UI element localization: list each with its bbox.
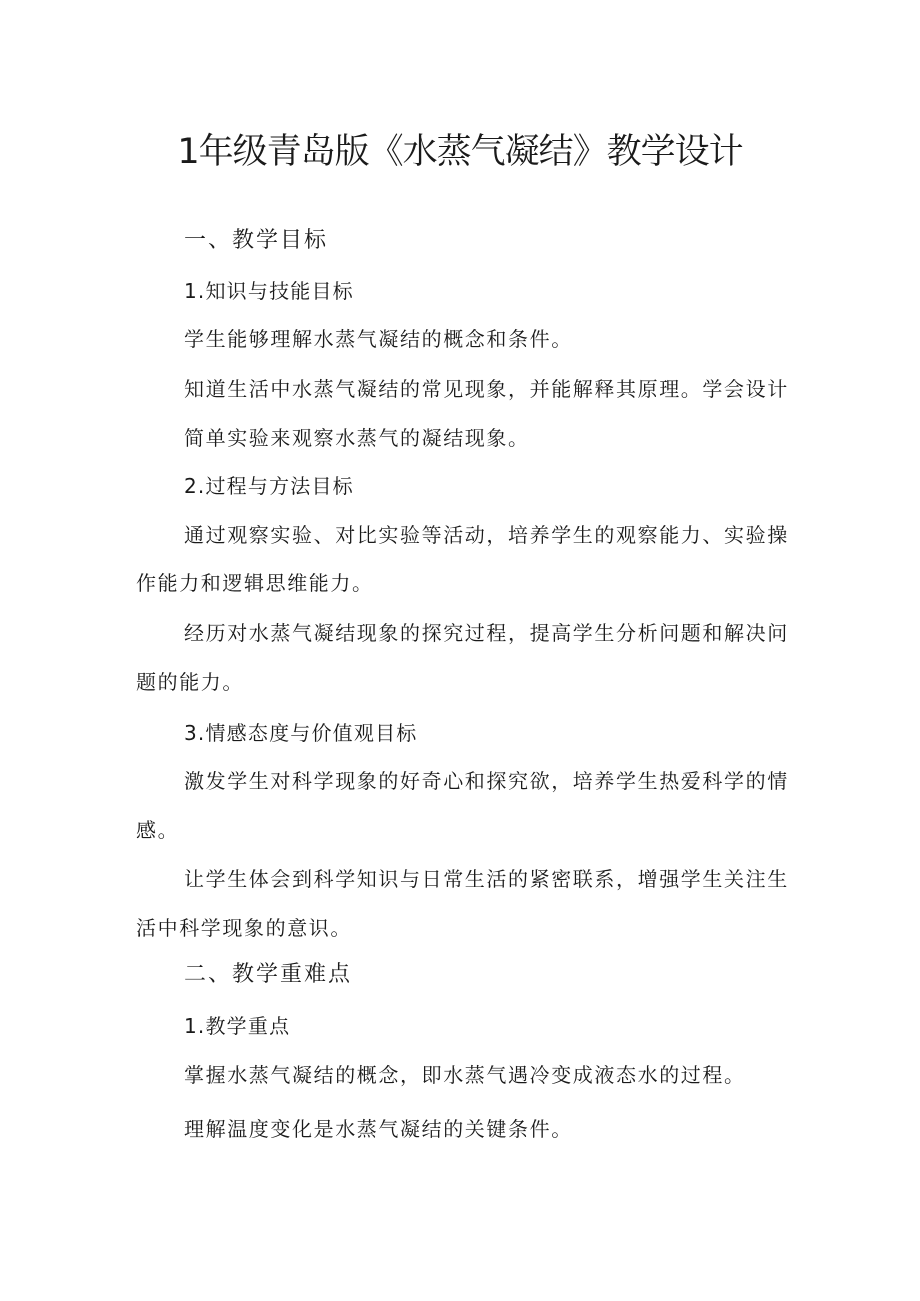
paragraph-line: 活中科学现象的意识。 [136,916,352,940]
paragraph-line: 激发学生对科学现象的好奇心和探究欲，培养学生热爱科学的情 [184,769,789,793]
section-heading-key-difficult-points: 二、教学重难点 [184,962,353,987]
sub-heading-teaching-focus: 1.教学重点 [184,1014,291,1038]
paragraph-line: 通过观察实验、对比实验等活动，培养学生的观察能力、实验操 [184,523,789,547]
paragraph-line: 简单实验来观察水蒸气的凝结现象。 [184,426,530,450]
sub-heading-emotion-values: 3.情感态度与价值观目标 [184,721,418,745]
paragraph-line: 知道生活中水蒸气凝结的常见现象，并能解释其原理。学会设计 [184,377,789,401]
document-title: 1年级青岛版《水蒸气凝结》教学设计 [177,132,743,172]
paragraph-line: 理解温度变化是水蒸气凝结的关键条件。 [184,1117,573,1141]
paragraph-line: 经历对水蒸气凝结现象的探究过程，提高学生分析问题和解决问 [184,621,789,645]
paragraph-line: 感。 [136,818,180,842]
sub-heading-process-method: 2.过程与方法目标 [184,474,354,498]
paragraph-line: 掌握水蒸气凝结的概念，即水蒸气遇冷变成液态水的过程。 [184,1063,746,1087]
paragraph-line: 学生能够理解水蒸气凝结的概念和条件。 [184,327,573,351]
paragraph-line: 作能力和逻辑思维能力。 [136,571,374,595]
paragraph-line: 题的能力。 [136,670,244,694]
section-heading-teaching-goals: 一、教学目标 [184,228,329,253]
sub-heading-knowledge-skills: 1.知识与技能目标 [184,279,354,303]
paragraph-line: 让学生体会到科学知识与日常生活的紧密联系，增强学生关注生 [184,867,789,891]
